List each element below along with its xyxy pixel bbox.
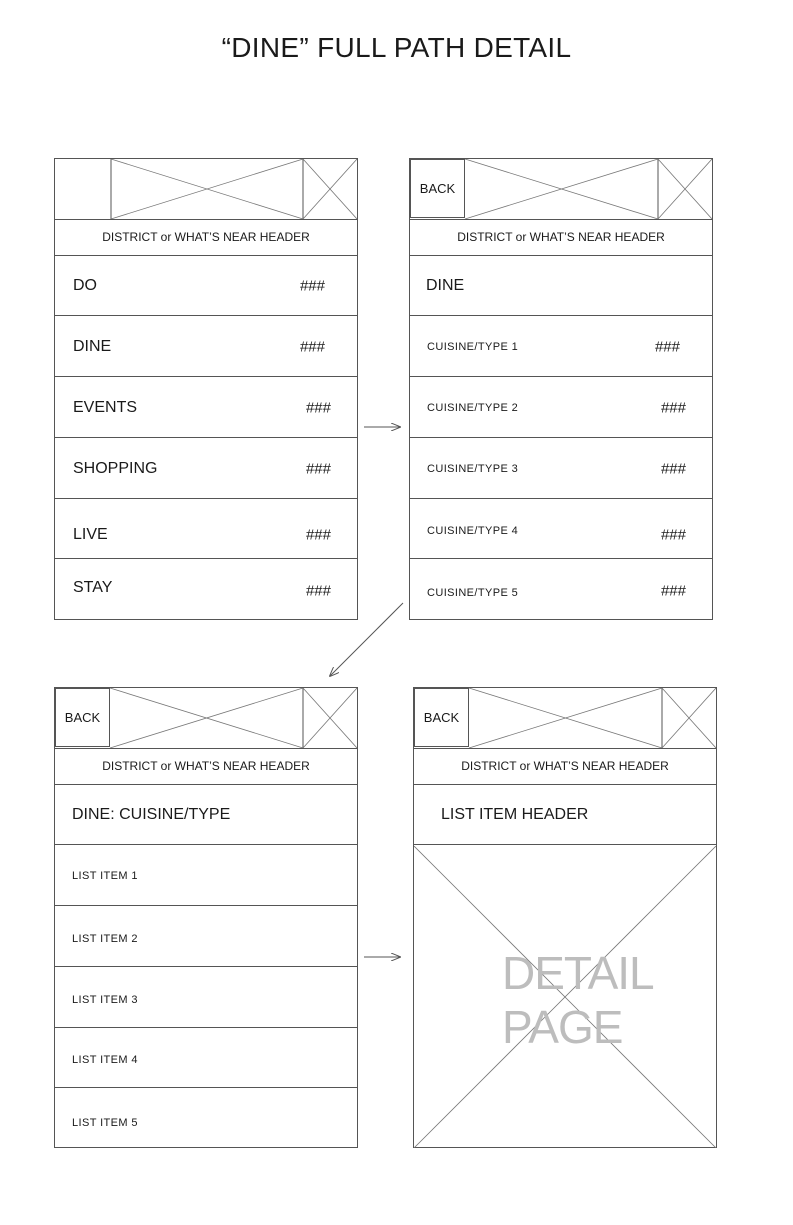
back-button[interactable]: BACK — [55, 688, 110, 747]
row-label: CUISINE/TYPE 5 — [427, 587, 519, 599]
top-bar — [414, 688, 716, 749]
detail-line: PAGE — [502, 1001, 623, 1053]
row-label: EVENTS — [73, 398, 138, 416]
row-label: CUISINE/TYPE 2 — [427, 401, 519, 414]
list-item[interactable] — [55, 317, 357, 377]
image-placeholder-icon — [55, 159, 357, 219]
list-item[interactable] — [55, 846, 357, 906]
district-header: DISTRICT or WHAT’S NEAR HEADER — [55, 219, 357, 256]
back-button[interactable]: BACK — [410, 159, 465, 218]
district-header: DISTRICT or WHAT’S NEAR HEADER — [414, 748, 716, 785]
list-item[interactable] — [55, 439, 357, 499]
row-count: ### — [299, 338, 325, 355]
list-item[interactable] — [55, 1089, 357, 1149]
district-header: DISTRICT or WHAT’S NEAR HEADER — [410, 219, 712, 256]
district-header: DISTRICT or WHAT’S NEAR HEADER — [55, 748, 357, 785]
row-count: ### — [299, 277, 325, 294]
list-item[interactable] — [55, 256, 357, 316]
row-label: LIST ITEM 3 — [72, 994, 138, 1006]
screen-detail — [413, 687, 717, 1148]
row-label: LIST ITEM 4 — [72, 1054, 138, 1066]
section-title-row — [414, 785, 716, 845]
list-item[interactable] — [55, 907, 357, 967]
row-label: CUISINE/TYPE 1 — [427, 340, 519, 353]
screen-dine-cuisines — [409, 158, 713, 620]
list-item[interactable] — [55, 378, 357, 438]
list-item[interactable] — [410, 560, 712, 620]
back-button[interactable]: BACK — [414, 688, 469, 747]
detail-page-label — [502, 946, 654, 1054]
row-count: ### — [660, 582, 686, 600]
row-label: STAY — [73, 579, 113, 596]
list-item[interactable] — [55, 968, 357, 1028]
list-item[interactable] — [410, 317, 712, 377]
row-label: DO — [73, 276, 97, 294]
section-title: DINE — [426, 276, 465, 294]
row-count: ### — [305, 399, 331, 416]
list-item[interactable] — [410, 499, 712, 559]
list-item[interactable] — [410, 378, 712, 438]
row-label: CUISINE/TYPE 3 — [427, 462, 519, 475]
page-title: “DINE” FULL PATH DETAIL — [221, 32, 572, 63]
section-title-row — [55, 785, 357, 845]
screen-category-list — [54, 158, 358, 620]
row-count: ### — [660, 460, 686, 477]
row-label: SHOPPING — [73, 459, 158, 477]
list-item[interactable] — [55, 1028, 357, 1088]
section-title-row — [410, 256, 712, 316]
row-count: ### — [305, 582, 331, 600]
row-count: ### — [660, 399, 686, 416]
row-label: LIST ITEM 5 — [72, 1117, 138, 1129]
row-count: ### — [654, 338, 680, 355]
list-item[interactable] — [55, 499, 357, 559]
section-title: DINE: CUISINE/TYPE — [72, 806, 231, 823]
row-label: LIST ITEM 2 — [72, 933, 138, 945]
list-item[interactable] — [410, 439, 712, 499]
row-count: ### — [305, 460, 331, 477]
top-bar — [55, 688, 357, 749]
list-item[interactable] — [55, 560, 357, 620]
detail-image-placeholder — [414, 846, 716, 1147]
row-label: LIST ITEM 1 — [72, 869, 138, 882]
row-count: ### — [660, 526, 686, 544]
section-title: LIST ITEM HEADER — [441, 806, 589, 823]
row-label: DINE — [73, 337, 112, 355]
top-bar — [410, 159, 712, 220]
top-bar — [55, 159, 357, 220]
detail-line: DETAIL — [502, 947, 654, 999]
row-count: ### — [305, 526, 331, 544]
screen-cuisine-list — [54, 687, 358, 1148]
row-label: CUISINE/TYPE 4 — [427, 525, 519, 537]
row-label: LIVE — [73, 526, 108, 543]
